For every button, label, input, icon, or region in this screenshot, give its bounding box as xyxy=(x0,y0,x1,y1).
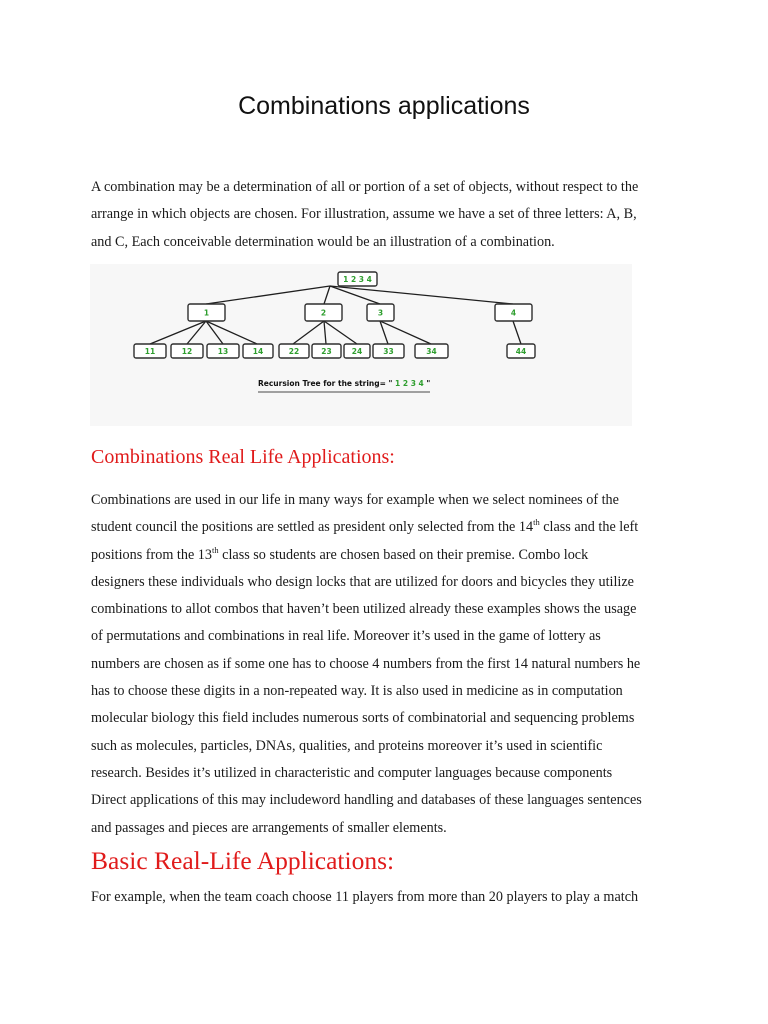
tree-leaf-node xyxy=(279,344,309,358)
tree-edge xyxy=(293,321,324,344)
section-heading-basic: Basic Real-Life Applications: xyxy=(91,846,395,875)
tree-leaf-node xyxy=(415,344,448,358)
paragraph-line: and passages and pieces are arrangements of smaller elements. xyxy=(91,819,447,836)
tree-node-label: 34 xyxy=(426,347,437,356)
tree-node-label: 1 xyxy=(203,308,210,318)
paragraph-line: of permutations and combinations in real life. Moreover it’s used in the game of lottery as xyxy=(91,628,601,645)
tree-node-label: 24 xyxy=(351,347,363,356)
tree-node-label: 12 xyxy=(181,347,193,356)
intro-line: arrange in which objects are chosen. For illustration, assume we have a set of three letters: A, B, xyxy=(91,206,637,223)
tree-leaf-node xyxy=(171,344,203,358)
tree-node xyxy=(188,304,225,321)
figure-caption xyxy=(258,379,430,388)
tree-edge xyxy=(324,321,326,344)
tree-leaf-node xyxy=(312,344,341,358)
tree-node-label: 23 xyxy=(321,347,332,356)
tree-node-label: 3 xyxy=(377,308,384,318)
line-text: class and the left xyxy=(539,519,639,536)
tree-node-label: 33 xyxy=(383,347,394,356)
paragraph-line: numbers are chosen as if some one has to choose 4 numbers from the first 14 natural numbers he xyxy=(91,655,641,672)
recursion-tree-figure xyxy=(90,264,632,426)
paragraph-line: combinations to allot combos that haven’t been utilized already these examples shows the usage xyxy=(91,601,637,618)
paragraph-line: such as molecules, particles, DNAs, qualities, and proteins moreover it’s used in scientific xyxy=(91,737,603,754)
tree-edge xyxy=(206,321,257,344)
tree-node-label: 14 xyxy=(252,347,264,356)
ordinal-suffix: th xyxy=(533,517,540,528)
page-title: Combinations applications xyxy=(238,92,530,120)
tree-leaf-node xyxy=(207,344,239,358)
tree-node-label: 44 xyxy=(515,347,527,356)
tree-edge xyxy=(150,321,206,344)
tree-edge xyxy=(206,286,330,304)
paragraph-line: Combinations are used in our life in many ways for example when we select nominees of the xyxy=(91,492,619,508)
tree-node xyxy=(305,304,342,321)
caption-suffix: " xyxy=(426,379,431,388)
tree-root-node xyxy=(338,272,377,286)
caption-prefix: Recursion Tree for the string= " xyxy=(258,379,393,388)
tree-node-label: 2 xyxy=(320,308,327,318)
ordinal-suffix: th xyxy=(211,544,219,555)
tree-node-label: 1 2 3 4 xyxy=(343,275,372,284)
intro-paragraph xyxy=(91,174,681,256)
tree-leaf-node xyxy=(344,344,370,358)
tree-edge xyxy=(324,321,357,344)
paragraph-line xyxy=(91,514,681,541)
paragraph-line: Direct applications of this may includeword handling and databases of these languages sentences xyxy=(91,792,642,809)
tree-edge xyxy=(330,286,513,304)
line-text: positions from the 13 xyxy=(91,546,212,563)
tree-leaf-node xyxy=(507,344,535,358)
tree-edge xyxy=(324,286,330,304)
tree-node-label: 11 xyxy=(144,347,156,356)
tree-node-label: 13 xyxy=(217,347,229,356)
section-heading-real-life: Combinations Real Life Applications: xyxy=(91,446,395,468)
tree-edge xyxy=(513,321,521,344)
tree-node xyxy=(367,304,394,321)
paragraph-line: has to choose these digits in a non-repeated way. It is also used in medicine as in computation xyxy=(91,683,623,700)
real-life-paragraph xyxy=(91,487,681,842)
tree-node xyxy=(495,304,532,321)
tree-leaf-node xyxy=(243,344,273,358)
tree-node-label: 22 xyxy=(288,347,300,356)
intro-line: and C, Each conceivable determination would be an illustration of a combination. xyxy=(91,233,555,250)
paragraph-line: molecular biology this field includes numerous sorts of combinatorial and sequencing problems xyxy=(91,710,635,727)
paragraph-line: For example, when the team coach choose 11 players from more than 20 players to play a match xyxy=(91,889,639,905)
tree-leaf-node xyxy=(373,344,404,358)
tree-edge xyxy=(380,321,431,344)
paragraph-line: designers these individuals who design locks that are utilized for doors and bicycles they utilize xyxy=(91,573,634,590)
caption-value: 1 2 3 4 xyxy=(392,379,427,388)
tree-leaf-node xyxy=(134,344,166,358)
paragraph-line: research. Besides it’s utilized in characteristic and computer languages because components xyxy=(91,764,613,781)
paragraph-line xyxy=(91,542,681,569)
tree-node-label: 4 xyxy=(510,308,517,318)
intro-line: A combination may be a determination of all or portion of a set of objects, without respect to the xyxy=(91,179,639,195)
line-text: student council the positions are settled as president only selected from the 14 xyxy=(91,519,534,536)
basic-paragraph xyxy=(91,884,681,911)
recursion-tree-diagram xyxy=(90,264,632,426)
line-text: class so students are chosen based on their premise. Combo lock xyxy=(218,546,589,563)
